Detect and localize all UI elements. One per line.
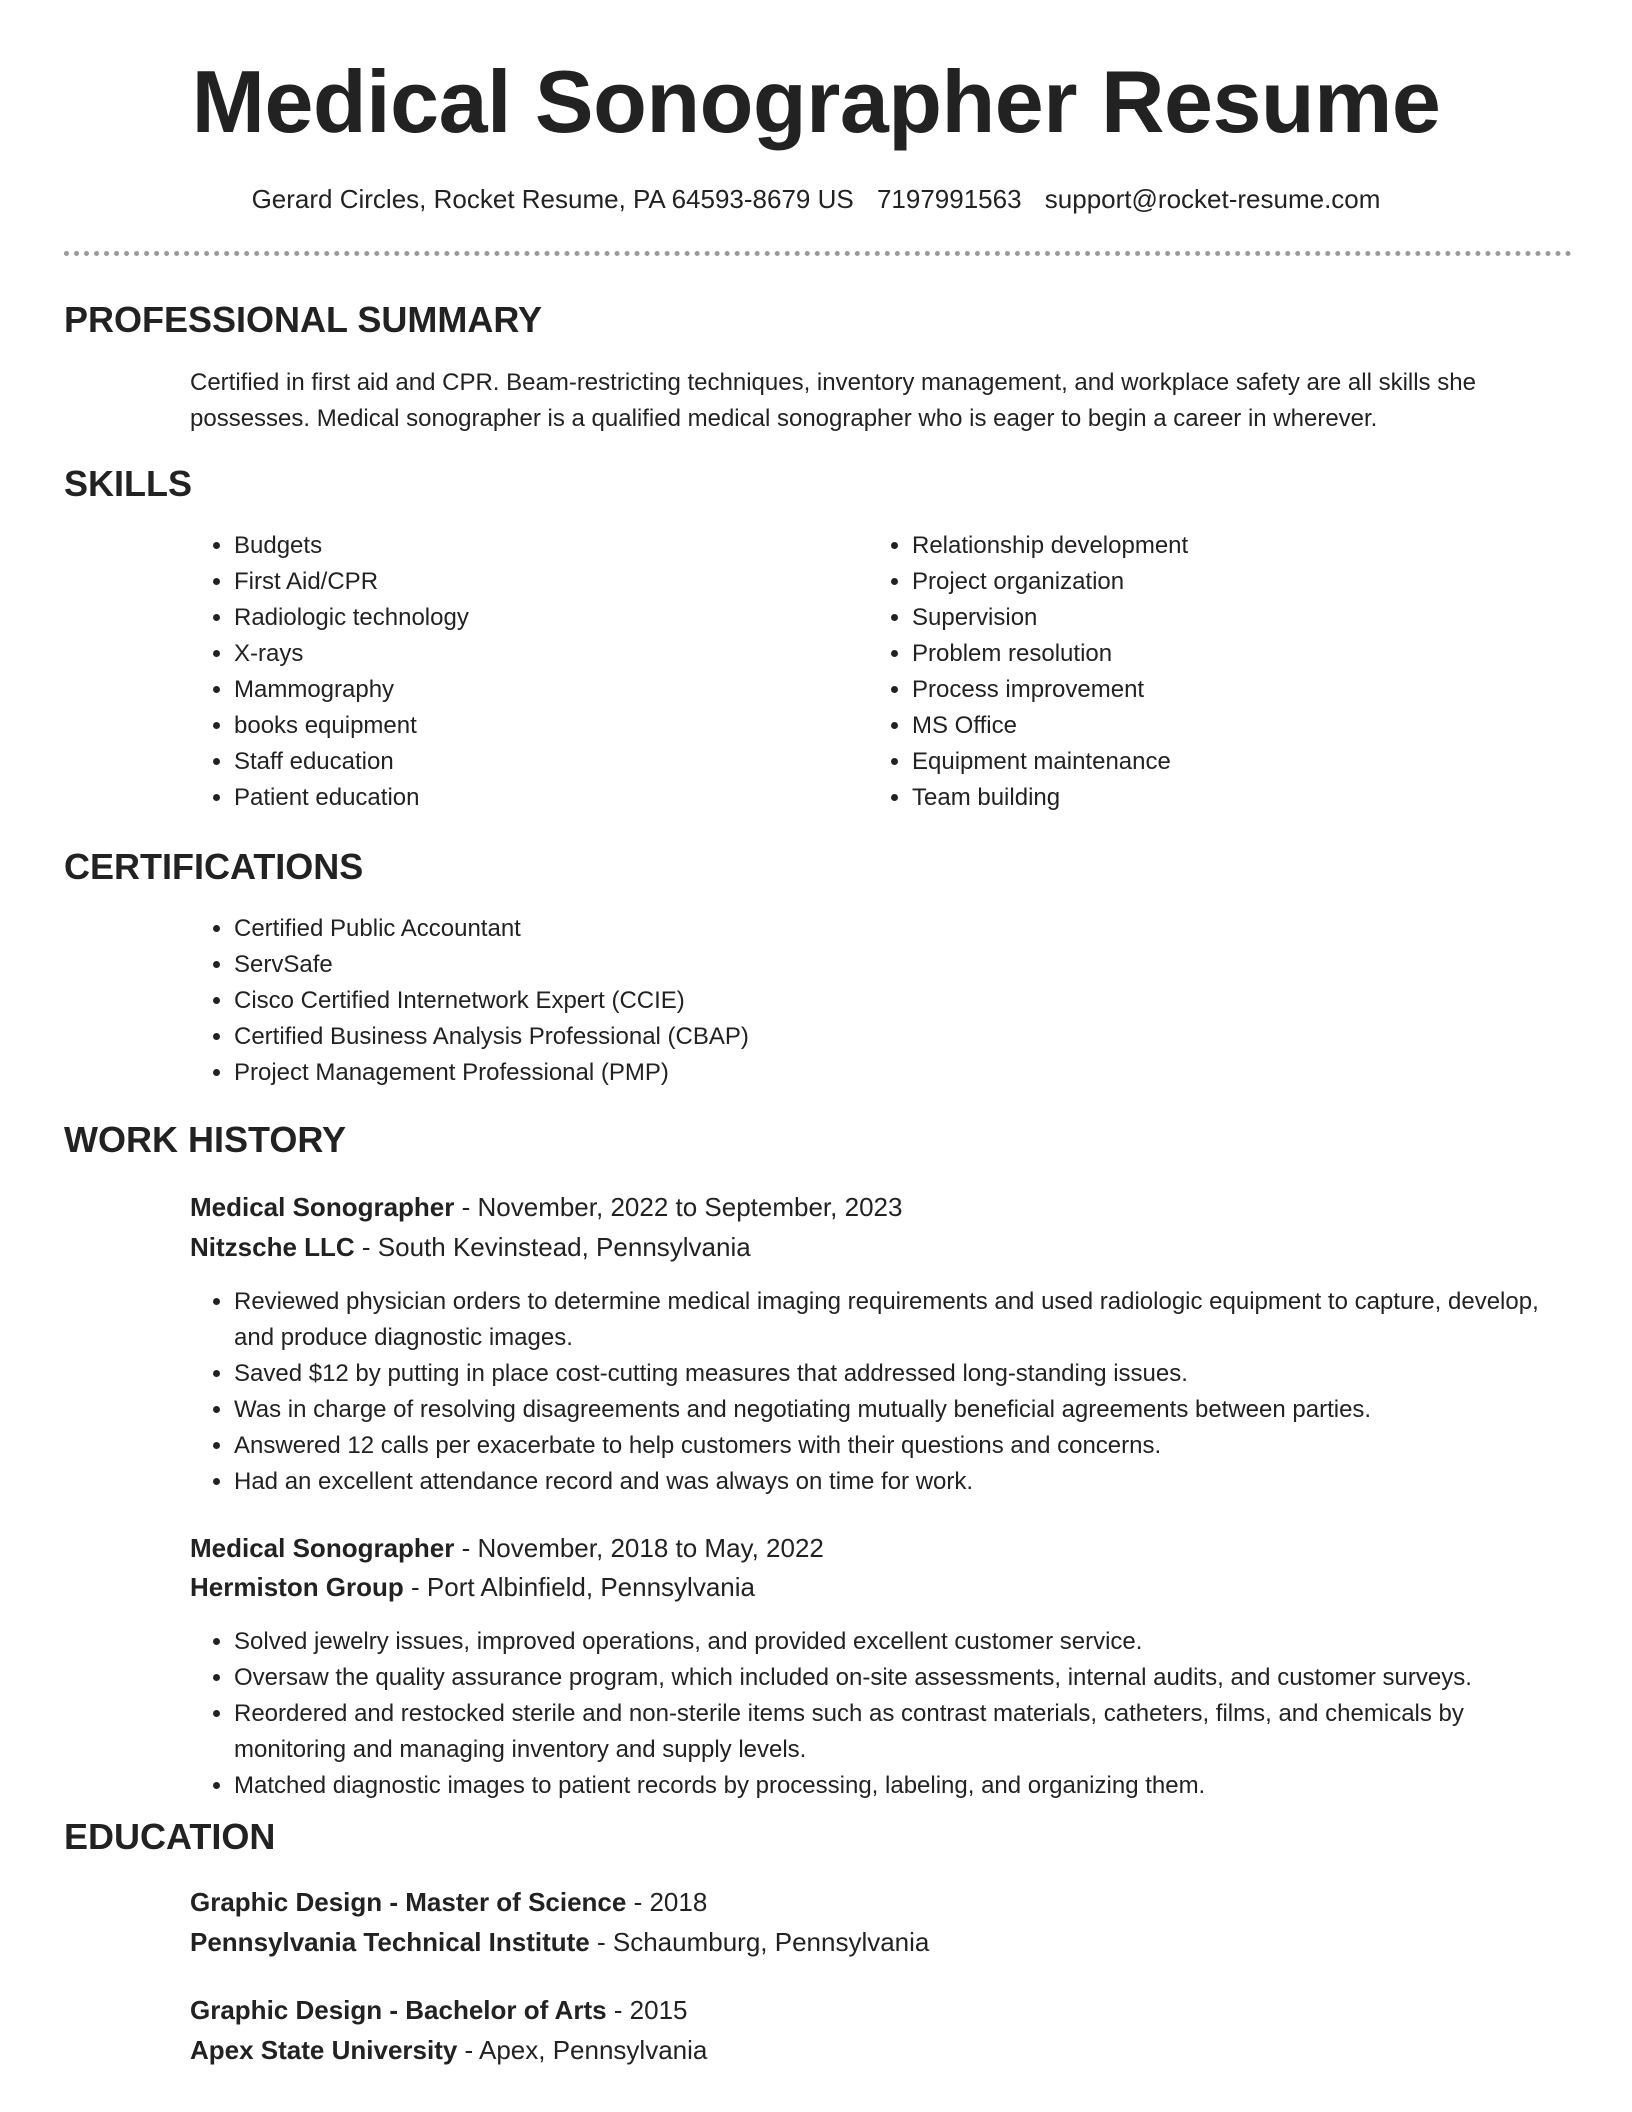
skill-item: • Patient education	[234, 780, 834, 816]
job-dates: - November, 2018 to May, 2022	[454, 1533, 824, 1563]
certification-item: • ServSafe	[234, 947, 1534, 983]
skill-item: • Staff education	[234, 744, 834, 780]
job-company-line	[190, 1229, 751, 1265]
contact-email: support@rocket-resume.com	[1044, 184, 1381, 214]
job-bullets	[190, 1284, 1574, 1500]
education-location: - Schaumburg, Pennsylvania	[589, 1927, 930, 1957]
skill-item: • Mammography	[234, 672, 834, 708]
certifications-list	[190, 911, 1534, 1091]
education-degree: Graphic Design - Bachelor of Arts	[190, 1995, 607, 2025]
job-bullet: • Oversaw the quality assurance program, which included on-site assessments, internal audits, and customer surveys.	[234, 1660, 1574, 1696]
skills-list-left	[190, 528, 834, 816]
skills-list-right	[868, 528, 1552, 816]
skill-item: • Team building	[912, 780, 1552, 816]
contact-line	[0, 181, 1632, 217]
education-school-line	[190, 2032, 707, 2068]
skill-item: • Process improvement	[912, 672, 1552, 708]
job-bullet: • Reviewed physician orders to determine medical imaging requirements and used radiologic equipment to capture, develop, and produce diagnostic images.	[234, 1284, 1574, 1356]
resume-title: Medical Sonographer Resume	[191, 52, 1441, 151]
education-school: Apex State University	[190, 2035, 458, 2065]
summary-heading: PROFESSIONAL SUMMARY	[64, 299, 543, 340]
job-company: Hermiston Group	[190, 1572, 404, 1602]
job-dates: - November, 2022 to September, 2023	[454, 1192, 903, 1222]
skill-item: • Problem resolution	[912, 636, 1552, 672]
education-degree-line	[190, 1992, 688, 2028]
skill-item: • MS Office	[912, 708, 1552, 744]
job-company: Nitzsche LLC	[190, 1232, 355, 1262]
education-year: - 2015	[606, 1995, 688, 2025]
job-bullet: • Matched diagnostic images to patient records by processing, labeling, and organizing them.	[234, 1768, 1574, 1804]
summary-text: Certified in first aid and CPR. Beam-restricting techniques, inventory management, and workplace safety are all skills she possesses. Medical sonographer is a qualified medical sonographer who is eager to begin a career in wherever.	[190, 369, 1476, 432]
job-bullets	[190, 1624, 1574, 1804]
job-bullet: • Was in charge of resolving disagreements and negotiating mutually beneficial agreements between parties.	[234, 1392, 1574, 1428]
work-heading: WORK HISTORY	[64, 1119, 347, 1160]
job-title-line	[190, 1189, 902, 1225]
contact-address: Gerard Circles, Rocket Resume, PA 64593-8679 US	[251, 184, 854, 214]
education-location: - Apex, Pennsylvania	[457, 2035, 708, 2065]
education-school-line	[190, 1924, 929, 1960]
education-year: - 2018	[626, 1887, 708, 1917]
skill-item: • Radiologic technology	[234, 600, 834, 636]
job-bullet: • Solved jewelry issues, improved operations, and provided excellent customer service.	[234, 1624, 1574, 1660]
skill-item: • Project organization	[912, 564, 1552, 600]
header-divider	[64, 251, 1572, 256]
education-degree-line	[190, 1884, 707, 1920]
job-title: Medical Sonographer	[190, 1192, 455, 1222]
education-school: Pennsylvania Technical Institute	[190, 1927, 590, 1957]
certification-item: • Certified Business Analysis Professional (CBAP)	[234, 1019, 1534, 1055]
job-title-line	[190, 1530, 824, 1566]
certifications-heading: CERTIFICATIONS	[64, 846, 364, 887]
skills-heading: SKILLS	[64, 463, 193, 504]
skill-item: • books equipment	[234, 708, 834, 744]
certification-item: • Certified Public Accountant	[234, 911, 1534, 947]
skill-item: • Supervision	[912, 600, 1552, 636]
job-location: - South Kevinstead, Pennsylvania	[354, 1232, 751, 1262]
contact-phone: 7197991563	[876, 184, 1022, 214]
job-bullet: • Saved $12 by putting in place cost-cutting measures that addressed long-standing issues.	[234, 1356, 1574, 1392]
job-title: Medical Sonographer	[190, 1533, 455, 1563]
job-bullet: • Reordered and restocked sterile and non-sterile items such as contrast materials, catheters, films, and chemicals by monitoring and managing inventory and supply levels.	[234, 1696, 1574, 1768]
skill-item: • Equipment maintenance	[912, 744, 1552, 780]
education-degree: Graphic Design - Master of Science	[190, 1887, 627, 1917]
job-location: - Port Albinfield, Pennsylvania	[403, 1572, 755, 1602]
skill-item: • Budgets	[234, 528, 834, 564]
skill-item: • Relationship development	[912, 528, 1552, 564]
skill-item: • X-rays	[234, 636, 834, 672]
job-bullet: • Answered 12 calls per exacerbate to help customers with their questions and concerns.	[234, 1428, 1574, 1464]
job-bullet: • Had an excellent attendance record and was always on time for work.	[234, 1464, 1574, 1500]
skill-item: • First Aid/CPR	[234, 564, 834, 600]
job-company-line	[190, 1569, 755, 1605]
education-heading: EDUCATION	[64, 1816, 276, 1857]
certification-item: • Project Management Professional (PMP)	[234, 1055, 1534, 1091]
certification-item: • Cisco Certified Internetwork Expert (CCIE)	[234, 983, 1534, 1019]
